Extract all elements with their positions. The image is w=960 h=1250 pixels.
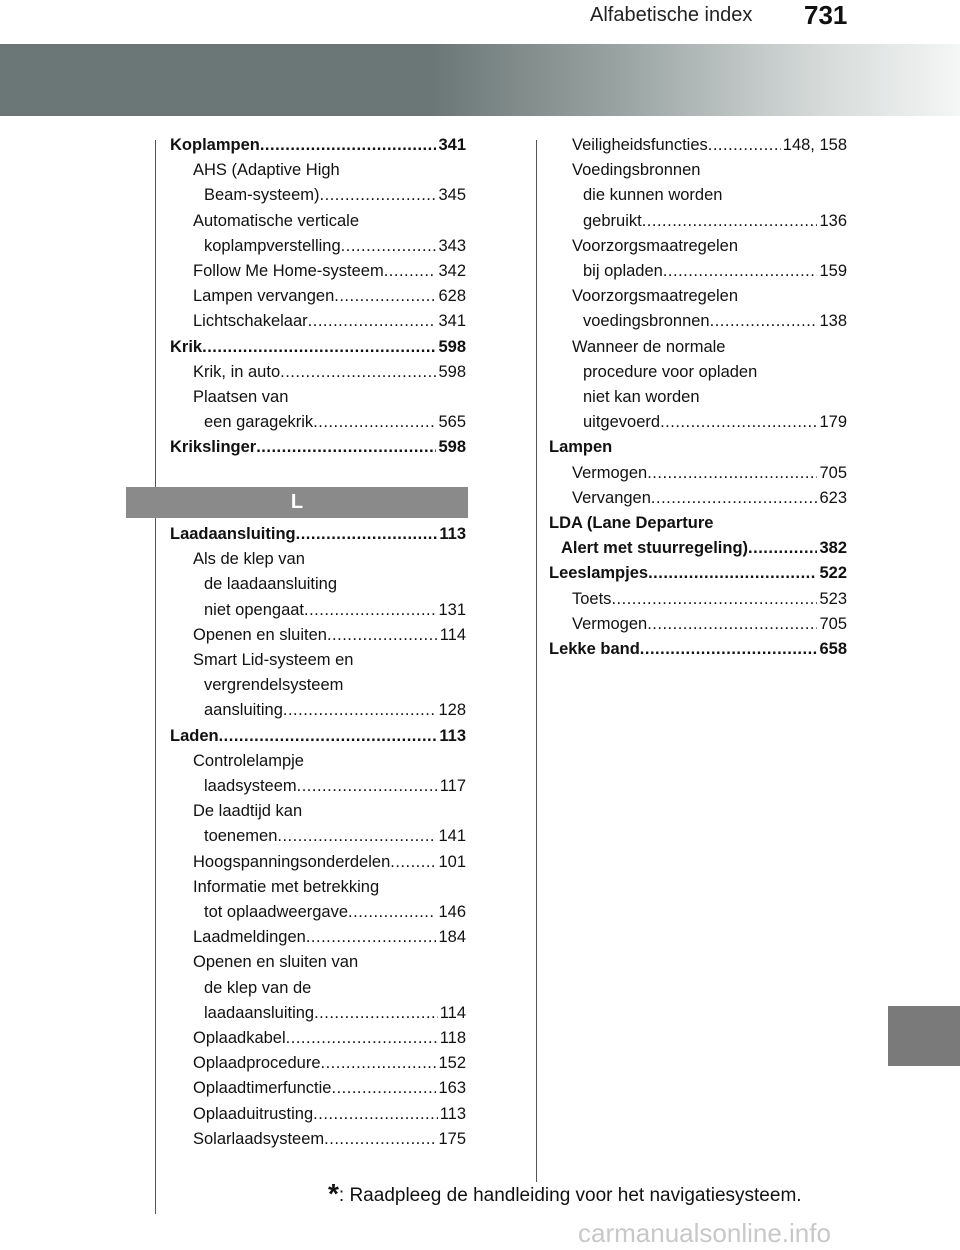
index-entry bbox=[170, 259, 466, 284]
dot-leader bbox=[313, 1102, 438, 1127]
entry-term: Solarlaadsysteem bbox=[193, 1129, 325, 1148]
entry-term: tot oplaadweergave bbox=[204, 903, 349, 922]
entry-page-ref[interactable]: 113 bbox=[439, 1104, 466, 1123]
entry-term: Lichtschakelaar bbox=[193, 312, 308, 331]
entry-term: Plaatsen van bbox=[193, 388, 289, 407]
entry-page-ref[interactable]: 152 bbox=[438, 1054, 466, 1073]
entry-term: Oplaadprocedure bbox=[193, 1054, 321, 1073]
index-entry bbox=[170, 183, 466, 208]
dot-leader bbox=[348, 900, 436, 925]
index-column-left-top bbox=[170, 133, 466, 461]
entry-term: bij opladen bbox=[583, 262, 663, 281]
index-entry bbox=[549, 183, 847, 208]
entry-term: Voorzorgsmaatregelen bbox=[572, 287, 739, 306]
dot-leader bbox=[384, 259, 437, 284]
entry-term: Laadmeldingen bbox=[193, 928, 306, 947]
index-entry bbox=[549, 209, 847, 234]
entry-term: Vervangen bbox=[572, 488, 651, 507]
index-entry bbox=[170, 598, 466, 623]
entry-page-ref[interactable]: 345 bbox=[438, 186, 466, 205]
entry-term: Krikslinger bbox=[170, 438, 257, 457]
index-entry bbox=[170, 209, 466, 234]
entry-term: Toets bbox=[572, 589, 612, 608]
entry-term: Smart Lid-systeem en bbox=[193, 651, 354, 670]
index-entry bbox=[549, 133, 847, 158]
dot-leader bbox=[647, 461, 817, 486]
index-entry bbox=[170, 234, 466, 259]
entry-page-ref[interactable]: 382 bbox=[819, 539, 847, 558]
index-entry bbox=[170, 850, 466, 875]
entry-page-ref[interactable]: 138 bbox=[819, 312, 847, 331]
index-entry bbox=[170, 824, 466, 849]
entry-term: uitgevoerd bbox=[583, 413, 661, 432]
dot-leader bbox=[647, 612, 817, 637]
dot-leader bbox=[320, 183, 437, 208]
entry-page-ref[interactable]: 114 bbox=[439, 1003, 466, 1022]
entry-page-ref[interactable]: 565 bbox=[438, 413, 466, 432]
index-entry bbox=[170, 698, 466, 723]
entry-term: gebruikt bbox=[583, 211, 642, 230]
entry-term: de laadaansluiting bbox=[204, 575, 338, 594]
dot-leader bbox=[313, 410, 436, 435]
dot-leader bbox=[304, 598, 436, 623]
dot-leader bbox=[708, 133, 781, 158]
index-entry bbox=[549, 587, 847, 612]
index-entry bbox=[549, 561, 847, 586]
entry-page-ref[interactable]: 184 bbox=[438, 928, 466, 947]
dot-leader bbox=[640, 637, 818, 662]
entry-term: De laadtijd kan bbox=[193, 802, 303, 821]
dot-leader bbox=[283, 698, 437, 723]
entry-term: Vermogen bbox=[572, 463, 648, 482]
index-entry bbox=[170, 547, 466, 572]
footnote-star: * bbox=[328, 1178, 339, 1209]
index-entry bbox=[549, 335, 847, 360]
dot-leader bbox=[660, 410, 817, 435]
entry-page-ref[interactable]: 658 bbox=[819, 640, 847, 659]
dot-leader bbox=[651, 486, 818, 511]
dot-leader bbox=[297, 774, 438, 799]
entry-page-ref[interactable]: 118 bbox=[439, 1029, 466, 1048]
index-entry bbox=[549, 637, 847, 662]
index-entry bbox=[170, 360, 466, 385]
footnote bbox=[328, 1178, 802, 1210]
entry-page-ref[interactable]: 148, 158 bbox=[782, 136, 847, 154]
entry-term: Vermogen bbox=[572, 614, 648, 633]
entry-term: Oplaadkabel bbox=[193, 1029, 286, 1048]
entry-page-ref[interactable]: 113 bbox=[439, 726, 466, 745]
entry-page-ref[interactable]: 705 bbox=[819, 463, 847, 482]
footnote-text: : Raadpleeg de handleiding voor het navigatiesysteem. bbox=[338, 1185, 802, 1206]
entry-term: de klep van de bbox=[204, 978, 312, 997]
dot-leader bbox=[321, 1051, 437, 1076]
entry-term: Krik, in auto bbox=[193, 362, 281, 381]
index-entry bbox=[170, 335, 466, 360]
index-entry bbox=[170, 875, 466, 900]
dot-leader bbox=[642, 209, 818, 234]
index-entry bbox=[549, 360, 847, 385]
entry-term: Krik bbox=[170, 337, 203, 356]
entry-term: laadsysteem bbox=[204, 777, 297, 796]
entry-term: AHS (Adaptive High bbox=[193, 161, 340, 180]
entry-page-ref[interactable]: 131 bbox=[438, 600, 466, 619]
entry-term: Informatie met betrekking bbox=[193, 877, 380, 896]
index-entry bbox=[170, 158, 466, 183]
index-entry bbox=[549, 486, 847, 511]
entry-term: Wanneer de normale bbox=[572, 337, 726, 356]
index-entry bbox=[170, 950, 466, 975]
index-entry bbox=[170, 673, 466, 698]
entry-term: aansluiting bbox=[204, 701, 283, 720]
entry-term: Lampen vervangen bbox=[193, 287, 335, 306]
entry-term: Follow Me Home-systeem bbox=[193, 262, 384, 281]
dot-leader bbox=[327, 623, 438, 648]
entry-term: Beam-systeem) bbox=[204, 186, 320, 205]
dot-leader bbox=[260, 133, 437, 158]
entry-term: koplampverstelling bbox=[204, 236, 341, 255]
dot-leader bbox=[748, 536, 817, 561]
entry-term: niet kan worden bbox=[583, 388, 700, 407]
index-entry bbox=[549, 234, 847, 259]
entry-page-ref[interactable]: 628 bbox=[438, 287, 466, 306]
index-entry bbox=[170, 1076, 466, 1101]
index-entry bbox=[170, 1127, 466, 1152]
index-column-left-bottom bbox=[170, 522, 466, 1152]
index-entry bbox=[549, 259, 847, 284]
index-entry bbox=[170, 309, 466, 334]
entry-term: voedingsbronnen bbox=[583, 312, 710, 331]
header-banner bbox=[0, 44, 960, 116]
dot-leader bbox=[202, 335, 436, 360]
index-entry bbox=[170, 648, 466, 673]
dot-leader bbox=[308, 309, 437, 334]
entry-term: Hoogspanningsonderdelen bbox=[193, 852, 391, 871]
middle-column-rule bbox=[536, 140, 537, 1182]
dot-leader bbox=[256, 435, 436, 460]
index-entry bbox=[549, 309, 847, 334]
index-entry bbox=[549, 385, 847, 410]
index-entry bbox=[170, 284, 466, 309]
index-entry bbox=[170, 900, 466, 925]
dot-leader bbox=[390, 850, 436, 875]
entry-page-ref[interactable]: 141 bbox=[438, 827, 466, 846]
index-entry bbox=[549, 284, 847, 309]
entry-term: Automatische verticale bbox=[193, 211, 359, 230]
index-entry bbox=[170, 1026, 466, 1051]
dot-leader bbox=[611, 587, 817, 612]
index-entry bbox=[170, 1051, 466, 1076]
entry-page-ref[interactable]: 128 bbox=[438, 701, 466, 720]
entry-page-ref[interactable]: 146 bbox=[438, 903, 466, 922]
index-entry bbox=[170, 623, 466, 648]
entry-term: vergrendelsysteem bbox=[204, 676, 344, 695]
entry-term: Als de klep van bbox=[193, 550, 305, 569]
entry-page-ref[interactable]: 342 bbox=[438, 262, 466, 281]
index-entry bbox=[549, 612, 847, 637]
index-entry bbox=[170, 410, 466, 435]
entry-term: Koplampen bbox=[170, 136, 260, 154]
entry-term: die kunnen worden bbox=[583, 186, 723, 205]
dot-leader bbox=[710, 309, 818, 334]
index-entry bbox=[170, 385, 466, 410]
entry-term: Veiligheidsfuncties bbox=[572, 136, 708, 154]
index-entry bbox=[170, 774, 466, 799]
index-entry bbox=[170, 799, 466, 824]
index-entry bbox=[170, 976, 466, 1001]
entry-page-ref[interactable]: 114 bbox=[439, 625, 466, 644]
entry-page-ref[interactable]: 136 bbox=[819, 211, 847, 230]
dot-leader bbox=[277, 824, 436, 849]
entry-page-ref[interactable]: 598 bbox=[438, 362, 466, 381]
index-entry bbox=[549, 410, 847, 435]
index-entry bbox=[170, 1102, 466, 1127]
entry-page-ref[interactable]: 623 bbox=[819, 488, 847, 507]
entry-term: Controlelampje bbox=[193, 751, 304, 770]
index-entry bbox=[170, 1001, 466, 1026]
entry-term: Lampen bbox=[549, 438, 613, 457]
index-entry bbox=[170, 749, 466, 774]
dot-leader bbox=[341, 234, 437, 259]
index-entry bbox=[549, 461, 847, 486]
entry-term: Laadaansluiting bbox=[170, 525, 296, 543]
dot-leader bbox=[286, 1026, 438, 1051]
dot-leader bbox=[663, 259, 818, 284]
index-column-right bbox=[549, 133, 847, 662]
entry-page-ref[interactable]: 523 bbox=[819, 589, 847, 608]
entry-page-ref[interactable]: 598 bbox=[438, 337, 466, 356]
entry-page-ref[interactable]: 341 bbox=[438, 136, 466, 154]
entry-term: Lekke band bbox=[549, 640, 640, 659]
index-entry bbox=[549, 511, 847, 536]
entry-page-ref[interactable]: 522 bbox=[819, 564, 847, 583]
index-entry bbox=[549, 536, 847, 561]
dot-leader bbox=[306, 925, 437, 950]
entry-term: niet opengaat bbox=[204, 600, 305, 619]
entry-page-ref[interactable]: 175 bbox=[438, 1129, 466, 1148]
entry-page-ref[interactable]: 101 bbox=[438, 852, 466, 871]
dot-leader bbox=[648, 561, 817, 586]
index-entry bbox=[170, 435, 466, 460]
entry-term: Leeslampjes bbox=[549, 564, 649, 583]
entry-page-ref[interactable]: 705 bbox=[819, 614, 847, 633]
page-number: 731 bbox=[804, 0, 848, 30]
dot-leader bbox=[332, 1076, 437, 1101]
index-entry bbox=[170, 572, 466, 597]
watermark: carmanualsonline.info bbox=[578, 1218, 831, 1248]
entry-term: procedure voor opladen bbox=[583, 362, 758, 381]
entry-term: LDA (Lane Departure bbox=[549, 514, 714, 533]
entry-term: een garagekrik bbox=[204, 413, 314, 432]
entry-term: Alert met stuurregeling) bbox=[561, 539, 749, 558]
index-entry bbox=[170, 522, 466, 547]
page-header-title: Alfabetische index bbox=[590, 4, 753, 26]
dot-leader bbox=[219, 724, 438, 749]
section-letter-bar: L bbox=[126, 487, 468, 518]
entry-page-ref[interactable]: 113 bbox=[439, 525, 466, 543]
entry-term: Openen en sluiten bbox=[193, 625, 327, 644]
entry-page-ref[interactable]: 159 bbox=[819, 262, 847, 281]
entry-term: Voedingsbronnen bbox=[572, 161, 701, 180]
entry-term: toenemen bbox=[204, 827, 278, 846]
entry-term: laadaansluiting bbox=[204, 1003, 315, 1022]
entry-page-ref[interactable]: 598 bbox=[438, 438, 466, 457]
entry-term: Laden bbox=[170, 726, 219, 745]
entry-page-ref[interactable]: 341 bbox=[438, 312, 466, 331]
index-entry bbox=[170, 724, 466, 749]
thumb-index-tab bbox=[888, 1006, 960, 1066]
entry-page-ref[interactable]: 117 bbox=[439, 777, 466, 796]
dot-leader bbox=[334, 284, 436, 309]
entry-page-ref[interactable]: 343 bbox=[438, 236, 466, 255]
entry-page-ref[interactable]: 163 bbox=[438, 1079, 466, 1098]
entry-term: Openen en sluiten van bbox=[193, 953, 359, 972]
index-entry bbox=[549, 435, 847, 460]
dot-leader bbox=[314, 1001, 438, 1026]
entry-term: Oplaaduitrusting bbox=[193, 1104, 314, 1123]
index-entry bbox=[549, 158, 847, 183]
dot-leader bbox=[280, 360, 436, 385]
dot-leader bbox=[296, 522, 438, 547]
index-entry bbox=[170, 133, 466, 158]
entry-term: Voorzorgsmaatregelen bbox=[572, 236, 739, 255]
entry-page-ref[interactable]: 179 bbox=[819, 413, 847, 432]
left-column-rule bbox=[155, 140, 156, 1214]
entry-term: Oplaadtimerfunctie bbox=[193, 1079, 332, 1098]
dot-leader bbox=[324, 1127, 436, 1152]
index-entry bbox=[170, 925, 466, 950]
